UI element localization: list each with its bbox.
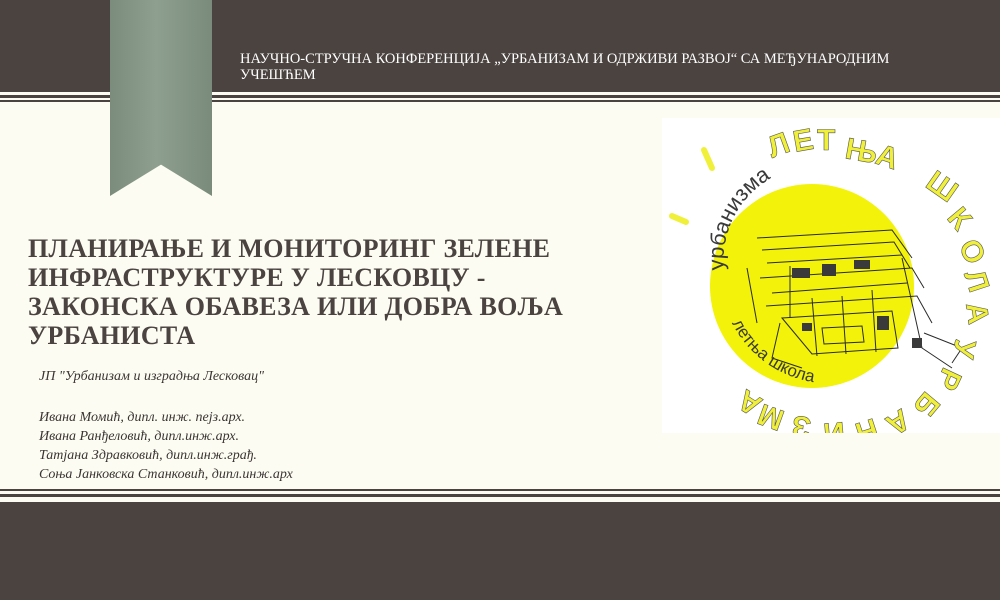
logo-graphic: [662, 118, 1000, 433]
svg-text:М: М: [753, 396, 789, 433]
svg-text:У: У: [945, 336, 982, 361]
author-list: [39, 408, 539, 484]
author-1: Ивана Момић, дипл. инж. пејз.арх.: [39, 410, 246, 425]
logo-inner-arc-text: урбанизма: [703, 161, 774, 271]
author-4: Соња Јанковска Станковић, дипл.инж.арх: [39, 467, 293, 482]
svg-text:А: А: [879, 402, 916, 433]
svg-text:А: А: [731, 382, 768, 423]
svg-text:И: И: [821, 415, 847, 433]
slide-title: ПЛАНИРАЊЕ И МОНИТОРИНГ ЗЕЛЕНЕ ИНФРАСТРУКТУРЕ У ЛЕСКОВЦУ - ЗАКОНСКА ОБАВЕЗА ИЛИ ДОБРА ВОЉА УРБАНИСТА: [28, 234, 564, 350]
author-3: Татјана Здравковић, дипл.инж.грађ.: [39, 448, 257, 463]
bookmark-ribbon: [110, 0, 212, 196]
svg-text:Е: Е: [790, 122, 816, 159]
logo-lower-arc-text: летња школа: [728, 315, 817, 387]
summer-school-logo: [662, 118, 1000, 433]
svg-text:Б: Б: [906, 385, 946, 424]
svg-text:Ш: Ш: [919, 164, 964, 210]
svg-text:Н: Н: [851, 411, 883, 433]
footer-band: [0, 502, 1000, 600]
svg-text:О: О: [951, 233, 992, 270]
author-2: Ивана Ранђеловић, дипл.инж.арх.: [39, 429, 240, 444]
footer-divider-thick: [0, 494, 1000, 497]
svg-text:А: А: [959, 300, 995, 327]
svg-text:А: А: [871, 138, 903, 177]
footer-divider-thin: [0, 489, 1000, 491]
svg-text:Р: Р: [929, 363, 968, 396]
svg-text:Њ: Њ: [842, 132, 880, 171]
svg-text:Т: Т: [817, 124, 836, 157]
svg-text:З: З: [789, 408, 813, 433]
organization-name: ЈП "Урбанизам и изградња Лесковац": [39, 369, 265, 384]
svg-text:К: К: [940, 201, 978, 237]
svg-text:Л: Л: [957, 265, 996, 297]
conference-title: НАУЧНО-СТРУЧНА КОНФЕРЕНЦИЈА „УРБАНИЗАМ И ОДРЖИВИ РАЗВОЈ“ СА МЕЂУНАРОДНИМ УЧЕШЋЕМ: [240, 51, 890, 83]
sun-rays: [672, 150, 712, 222]
svg-text:Л: Л: [763, 126, 795, 165]
